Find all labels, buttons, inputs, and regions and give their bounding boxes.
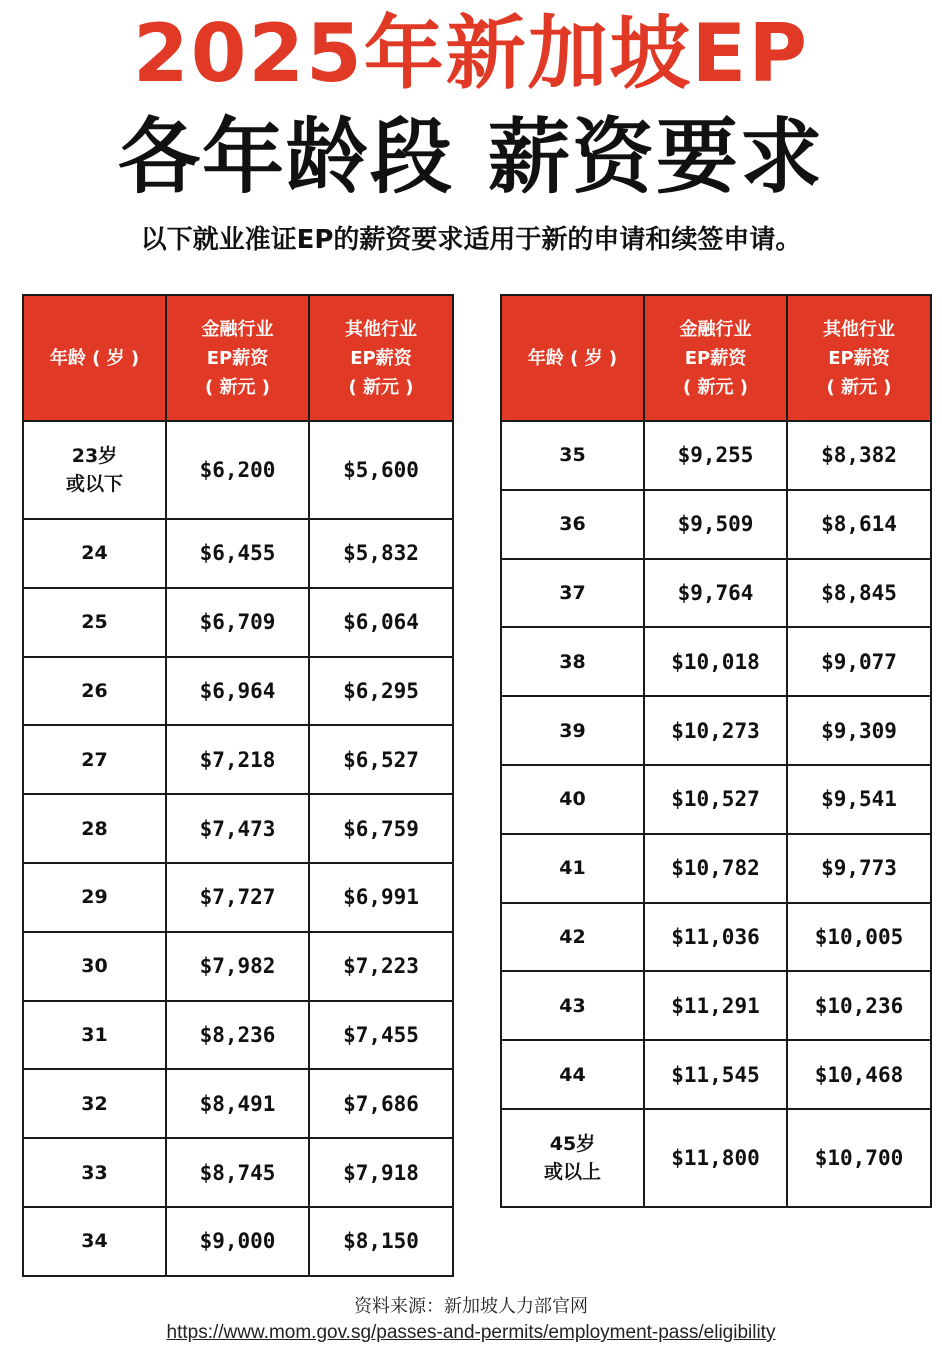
age-cell: 26 — [23, 657, 166, 726]
sub-title — [0, 110, 942, 206]
age-cell: 23岁 或以下 — [23, 421, 166, 519]
table-row — [501, 696, 931, 765]
age-cell: 29 — [23, 863, 166, 932]
age-cell: 44 — [501, 1040, 644, 1109]
other-salary-cell: $9,309 — [787, 696, 931, 765]
other-salary-cell: $8,382 — [787, 421, 931, 490]
age-cell: 43 — [501, 971, 644, 1040]
other-salary-cell: $9,541 — [787, 765, 931, 834]
other-salary-cell: $7,918 — [309, 1138, 453, 1207]
age-cell: 25 — [23, 588, 166, 657]
other-salary-cell: $6,759 — [309, 794, 453, 863]
other-salary-cell: $5,832 — [309, 519, 453, 588]
finance-salary-cell: $8,491 — [166, 1069, 309, 1138]
age-cell: 28 — [23, 794, 166, 863]
other-salary-cell: $8,845 — [787, 559, 931, 628]
finance-salary-cell: $7,982 — [166, 932, 309, 1001]
age-cell: 32 — [23, 1069, 166, 1138]
finance-salary-cell: $11,036 — [644, 903, 787, 972]
finance-salary-cell: $6,709 — [166, 588, 309, 657]
main-title: 2025年新加坡EP — [133, 7, 809, 100]
header-other: 其他行业 EP薪资 ( 新元 ) — [787, 295, 931, 421]
finance-salary-cell: $10,018 — [644, 627, 787, 696]
source-note: 资料来源：新加坡人力部官网 — [354, 1296, 588, 1317]
age-cell: 27 — [23, 725, 166, 794]
finance-salary-cell: $9,509 — [644, 490, 787, 559]
age-cell: 24 — [23, 519, 166, 588]
finance-salary-cell: $10,527 — [644, 765, 787, 834]
other-salary-cell: $10,700 — [787, 1109, 931, 1207]
other-salary-cell: $8,614 — [787, 490, 931, 559]
other-salary-cell: $6,064 — [309, 588, 453, 657]
other-salary-cell: $10,236 — [787, 971, 931, 1040]
age-cell: 39 — [501, 696, 644, 765]
finance-salary-cell: $9,255 — [644, 421, 787, 490]
table-row — [23, 794, 453, 863]
age-cell: 30 — [23, 932, 166, 1001]
finance-salary-cell: $11,291 — [644, 971, 787, 1040]
header-finance: 金融行业 EP薪资 ( 新元 ) — [166, 295, 309, 421]
other-salary-cell: $8,150 — [309, 1207, 453, 1276]
table-row — [501, 834, 931, 903]
finance-salary-cell: $10,782 — [644, 834, 787, 903]
age-cell: 42 — [501, 903, 644, 972]
finance-salary-cell: $9,000 — [166, 1207, 309, 1276]
finance-salary-cell: $8,236 — [166, 1001, 309, 1070]
finance-salary-cell: $11,800 — [644, 1109, 787, 1207]
table-row — [501, 1109, 931, 1207]
age-cell: 36 — [501, 490, 644, 559]
other-salary-cell: $7,223 — [309, 932, 453, 1001]
finance-salary-cell: $11,545 — [644, 1040, 787, 1109]
other-salary-cell: $7,455 — [309, 1001, 453, 1070]
age-cell: 34 — [23, 1207, 166, 1276]
table-row — [501, 903, 931, 972]
header-age: 年龄 ( 岁 ) — [23, 295, 166, 421]
finance-salary-cell: $6,455 — [166, 519, 309, 588]
table-row — [501, 421, 931, 490]
sub-title-part-b: 薪资要求 — [488, 110, 825, 205]
other-salary-cell: $10,468 — [787, 1040, 931, 1109]
source-link[interactable]: https://www.mom.gov.sg/passes-and-permits/employment-pass/eligibility — [166, 1322, 776, 1343]
salary-table-left — [22, 294, 454, 1277]
finance-salary-cell: $7,727 — [166, 863, 309, 932]
age-cell: 37 — [501, 559, 644, 628]
table-row — [23, 588, 453, 657]
table-row — [23, 1138, 453, 1207]
table-row — [501, 1040, 931, 1109]
other-salary-cell: $10,005 — [787, 903, 931, 972]
age-cell: 40 — [501, 765, 644, 834]
table-row — [23, 1001, 453, 1070]
table-row — [501, 559, 931, 628]
other-salary-cell: $7,686 — [309, 1069, 453, 1138]
description: 以下就业准证EP的薪资要求适用于新的申请和续签申请。 — [140, 225, 802, 255]
finance-salary-cell: $7,473 — [166, 794, 309, 863]
finance-salary-cell: $8,745 — [166, 1138, 309, 1207]
other-salary-cell: $9,077 — [787, 627, 931, 696]
age-cell: 31 — [23, 1001, 166, 1070]
table-row — [501, 765, 931, 834]
table-row — [501, 971, 931, 1040]
finance-salary-cell: $6,200 — [166, 421, 309, 519]
table-row — [23, 1069, 453, 1138]
age-cell: 35 — [501, 421, 644, 490]
finance-salary-cell: $6,964 — [166, 657, 309, 726]
age-cell: 45岁 或以上 — [501, 1109, 644, 1207]
table-row — [23, 932, 453, 1001]
finance-salary-cell: $7,218 — [166, 725, 309, 794]
other-salary-cell: $9,773 — [787, 834, 931, 903]
other-salary-cell: $6,991 — [309, 863, 453, 932]
finance-salary-cell: $10,273 — [644, 696, 787, 765]
table-row — [23, 863, 453, 932]
table-row — [23, 421, 453, 519]
other-salary-cell: $5,600 — [309, 421, 453, 519]
table-row — [501, 490, 931, 559]
age-cell: 38 — [501, 627, 644, 696]
header-other: 其他行业 EP薪资 ( 新元 ) — [309, 295, 453, 421]
other-salary-cell: $6,527 — [309, 725, 453, 794]
table-row — [501, 627, 931, 696]
table-row — [23, 519, 453, 588]
age-cell: 41 — [501, 834, 644, 903]
sub-title-part-a: 各年龄段 — [117, 110, 454, 205]
age-cell: 33 — [23, 1138, 166, 1207]
header-finance: 金融行业 EP薪资 ( 新元 ) — [644, 295, 787, 421]
other-salary-cell: $6,295 — [309, 657, 453, 726]
salary-table-right — [500, 294, 932, 1208]
finance-salary-cell: $9,764 — [644, 559, 787, 628]
header-age: 年龄 ( 岁 ) — [501, 295, 644, 421]
table-row — [23, 725, 453, 794]
table-row — [23, 1207, 453, 1276]
table-row — [23, 657, 453, 726]
